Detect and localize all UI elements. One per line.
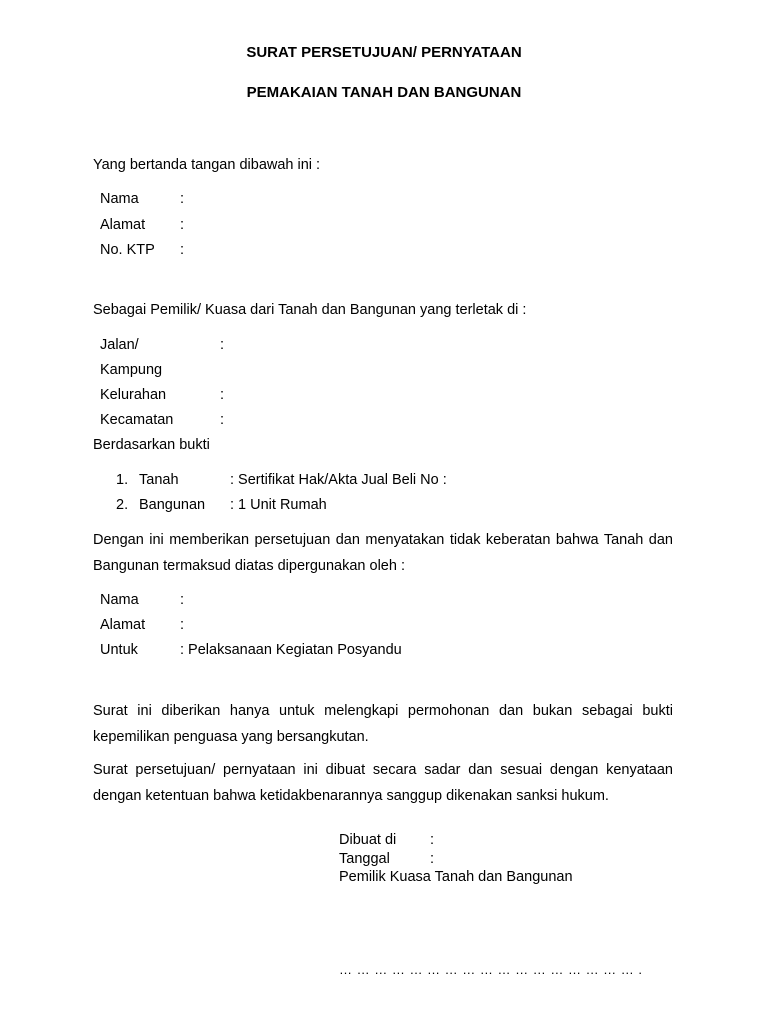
street-label: Jalan/ [100, 337, 139, 353]
user-address-label: Alamat [100, 617, 146, 633]
document-subtitle: PEMAKAIAN TANAH DAN BANGUNAN [246, 84, 522, 101]
kecamatan-label: Kecamatan [100, 412, 174, 428]
street-sep: : [220, 337, 225, 353]
signer-name-label: Nama [100, 191, 139, 207]
signer-ktp-sep: : [180, 242, 185, 258]
evidence-item-label: Bangunan [139, 497, 206, 513]
date-sep: : [430, 851, 435, 867]
evidence-intro: Berdasarkan bukti [93, 437, 210, 453]
evidence-item-value: : 1 Unit Rumah [230, 497, 327, 513]
purpose-paragraph: Surat ini diberikan hanya untuk melengkapi permohonan dan bukan sebagai bukti kepemilikan penguasa yang bersangkutan. [93, 703, 673, 745]
place-label: Dibuat di [339, 832, 397, 848]
kelurahan-sep: : [220, 387, 225, 403]
intro-text: Yang bertanda tangan dibawah ini : [93, 157, 321, 173]
declaration-paragraph: Surat persetujuan/ pernyataan ini dibuat secara sadar dan sesuai dengan kenyataan dengan ketentuan bahwa ketidakbenarannya sanggup dikenakan sanksi hukum. [93, 762, 673, 804]
signer-title: Pemilik Kuasa Tanah dan Bangunan [339, 869, 573, 885]
place-sep: : [430, 832, 435, 848]
signer-name-sep: : [180, 191, 185, 207]
document-title: SURAT PERSETUJUAN/ PERNYATAAN [246, 44, 522, 61]
signer-address-label: Alamat [100, 217, 146, 233]
kampung-label: Kampung [100, 362, 163, 378]
consent-paragraph: Dengan ini memberikan persetujuan dan menyatakan tidak keberatan bahwa Tanah dan Bangunan termaksud diatas dipergunakan oleh : [93, 532, 673, 574]
user-purpose-label: Untuk [100, 642, 138, 658]
evidence-item-value: : Sertifikat Hak/Akta Jual Beli No : [230, 472, 447, 488]
evidence-item-number: 1. [116, 472, 129, 488]
owner-statement: Sebagai Pemilik/ Kuasa dari Tanah dan Bangunan yang terletak di : [93, 302, 527, 318]
date-label: Tanggal [339, 851, 390, 867]
evidence-item-number: 2. [116, 497, 129, 513]
signer-ktp-label: No. KTP [100, 242, 155, 258]
evidence-item-label: Tanah [139, 472, 179, 488]
user-purpose-value: : Pelaksanaan Kegiatan Posyandu [180, 642, 402, 658]
kecamatan-sep: : [220, 412, 225, 428]
signature-line: … … … … … … … … … … … … … … … … … . [339, 962, 643, 977]
user-name-value: : [180, 592, 185, 608]
signer-address-sep: : [180, 217, 185, 233]
user-address-value: : [180, 617, 185, 633]
user-name-label: Nama [100, 592, 139, 608]
kelurahan-label: Kelurahan [100, 387, 167, 403]
